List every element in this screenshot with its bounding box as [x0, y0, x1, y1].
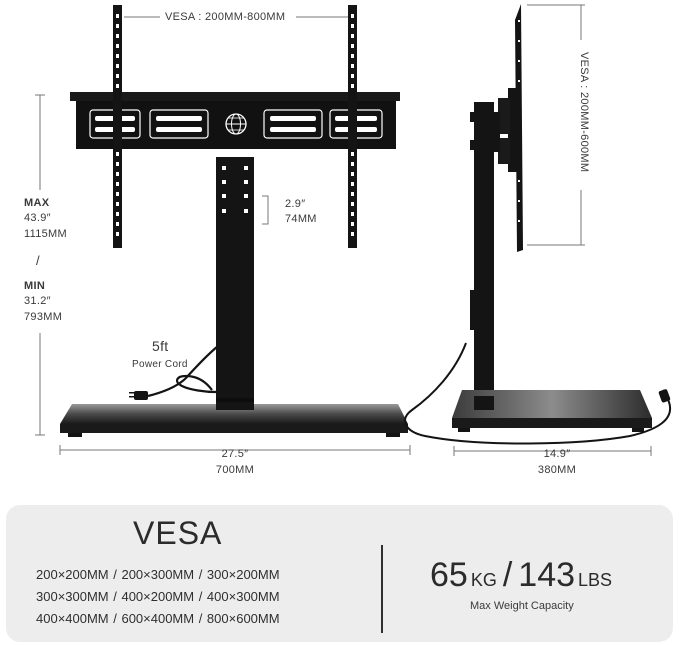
- front-column: [216, 157, 254, 410]
- unit-separator: /: [502, 556, 513, 594]
- min-inches: 31.2″: [24, 295, 51, 307]
- cord-label: Power Cord: [132, 359, 188, 370]
- side-tv-mount: [498, 4, 523, 252]
- max-inches: 43.9″: [24, 212, 51, 224]
- side-column-foot: [474, 396, 494, 410]
- panel-divider: [381, 545, 383, 633]
- column-foot: [216, 402, 254, 410]
- hole-gap-mm: 74MM: [285, 213, 317, 225]
- cord-length: 5ft: [152, 338, 169, 354]
- min-label: MIN: [24, 280, 46, 292]
- side-column: [470, 102, 500, 405]
- vesa-row: 300×300MM / 400×200MM / 400×300MM: [36, 589, 280, 604]
- vesa-row: 400×400MM / 600×400MM / 800×600MM: [36, 611, 280, 626]
- power-plug-icon: [129, 391, 148, 400]
- weight-lbs: 143: [518, 556, 576, 594]
- vesa-size-list: [36, 564, 356, 630]
- left-rail-overlap: [113, 92, 122, 149]
- kg-unit: KG: [470, 570, 497, 590]
- front-width-inches: 27.5″: [221, 448, 249, 460]
- vesa-row: 200×200MM / 200×300MM / 300×200MM: [36, 567, 280, 582]
- front-vesa-label: VESA : 200MM-800MM: [165, 11, 286, 23]
- max-label: MAX: [24, 197, 50, 209]
- hole-gap-bracket: [262, 196, 268, 224]
- min-mm: 793MM: [24, 311, 63, 323]
- lbs-unit: LBS: [578, 570, 613, 590]
- hole-gap-inches: 2.9″: [285, 198, 306, 210]
- front-width-mm: 700MM: [215, 464, 255, 476]
- side-depth-mm: 380MM: [537, 464, 577, 476]
- weight-kg: 65: [430, 556, 468, 594]
- vesa-title: VESA: [133, 515, 223, 551]
- max-min-separator: /: [36, 253, 40, 268]
- side-depth-inches: 14.9″: [543, 448, 571, 460]
- weight-capacity: [430, 556, 612, 595]
- capacity-label: Max Weight Capacity: [470, 600, 574, 612]
- right-rail-overlap: [348, 92, 357, 149]
- side-vesa-label: VESA : 200MM-600MM: [578, 52, 590, 173]
- max-mm: 1115MM: [24, 228, 67, 240]
